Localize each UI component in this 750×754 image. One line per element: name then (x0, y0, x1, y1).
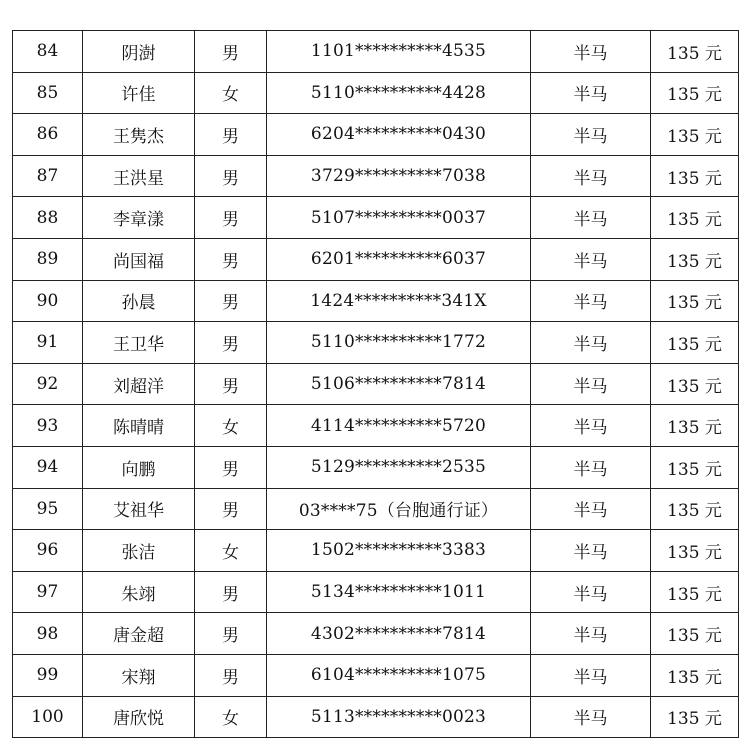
row-number: 87 (13, 155, 83, 197)
registration-table-body (13, 31, 739, 738)
row-number: 94 (13, 446, 83, 488)
table-row (13, 696, 739, 738)
event-type: 半马 (531, 405, 651, 447)
id-number: 1502**********3383 (267, 530, 531, 572)
event-type: 半马 (531, 238, 651, 280)
row-number: 92 (13, 363, 83, 405)
row-number: 89 (13, 238, 83, 280)
table-row (13, 654, 739, 696)
participant-name: 李章漾 (83, 197, 195, 239)
id-number: 6201**********6037 (267, 238, 531, 280)
participant-gender: 男 (195, 488, 267, 530)
entry-fee: 135 元 (651, 322, 739, 364)
row-number: 97 (13, 571, 83, 613)
id-number: 6204**********0430 (267, 114, 531, 156)
participant-name: 唐欣悦 (83, 696, 195, 738)
entry-fee: 135 元 (651, 72, 739, 114)
participant-name: 刘超洋 (83, 363, 195, 405)
entry-fee: 135 元 (651, 405, 739, 447)
row-number: 95 (13, 488, 83, 530)
entry-fee: 135 元 (651, 155, 739, 197)
entry-fee: 135 元 (651, 696, 739, 738)
id-number: 5129**********2535 (267, 446, 531, 488)
entry-fee: 135 元 (651, 31, 739, 73)
table-row (13, 72, 739, 114)
event-type: 半马 (531, 530, 651, 572)
table-row (13, 197, 739, 239)
id-number: 5134**********1011 (267, 571, 531, 613)
participant-name: 朱翊 (83, 571, 195, 613)
participant-gender: 男 (195, 31, 267, 73)
entry-fee: 135 元 (651, 530, 739, 572)
participant-gender: 男 (195, 571, 267, 613)
participant-name: 尚国福 (83, 238, 195, 280)
table-row (13, 238, 739, 280)
event-type: 半马 (531, 31, 651, 73)
row-number: 91 (13, 322, 83, 364)
event-type: 半马 (531, 446, 651, 488)
row-number: 88 (13, 197, 83, 239)
table-row (13, 322, 739, 364)
id-number: 5110**********4428 (267, 72, 531, 114)
table-row (13, 571, 739, 613)
entry-fee: 135 元 (651, 488, 739, 530)
id-number: 5113**********0023 (267, 696, 531, 738)
participant-gender: 男 (195, 322, 267, 364)
row-number: 93 (13, 405, 83, 447)
participant-gender: 男 (195, 155, 267, 197)
participant-name: 阴澍 (83, 31, 195, 73)
id-number: 03****75（台胞通行证） (267, 488, 531, 530)
id-number: 1424**********341X (267, 280, 531, 322)
registration-table (12, 30, 739, 738)
row-number: 85 (13, 72, 83, 114)
id-number: 5110**********1772 (267, 322, 531, 364)
event-type: 半马 (531, 114, 651, 156)
table-row (13, 155, 739, 197)
entry-fee: 135 元 (651, 654, 739, 696)
table-row (13, 280, 739, 322)
participant-gender: 女 (195, 405, 267, 447)
entry-fee: 135 元 (651, 114, 739, 156)
row-number: 98 (13, 613, 83, 655)
table-row (13, 31, 739, 73)
participant-gender: 男 (195, 446, 267, 488)
entry-fee: 135 元 (651, 238, 739, 280)
event-type: 半马 (531, 613, 651, 655)
row-number: 86 (13, 114, 83, 156)
participant-gender: 男 (195, 654, 267, 696)
id-number: 4114**********5720 (267, 405, 531, 447)
participant-name: 王洪星 (83, 155, 195, 197)
event-type: 半马 (531, 488, 651, 530)
id-number: 3729**********7038 (267, 155, 531, 197)
participant-name: 艾祖华 (83, 488, 195, 530)
entry-fee: 135 元 (651, 571, 739, 613)
event-type: 半马 (531, 322, 651, 364)
row-number: 84 (13, 31, 83, 73)
participant-name: 陈晴晴 (83, 405, 195, 447)
entry-fee: 135 元 (651, 280, 739, 322)
event-type: 半马 (531, 363, 651, 405)
participant-gender: 男 (195, 114, 267, 156)
row-number: 90 (13, 280, 83, 322)
participant-name: 王卫华 (83, 322, 195, 364)
table-row (13, 446, 739, 488)
participant-gender: 男 (195, 197, 267, 239)
id-number: 6104**********1075 (267, 654, 531, 696)
id-number: 5106**********7814 (267, 363, 531, 405)
entry-fee: 135 元 (651, 197, 739, 239)
participant-name: 宋翔 (83, 654, 195, 696)
table-row (13, 405, 739, 447)
event-type: 半马 (531, 197, 651, 239)
event-type: 半马 (531, 72, 651, 114)
entry-fee: 135 元 (651, 446, 739, 488)
table-row (13, 363, 739, 405)
id-number: 1101**********4535 (267, 31, 531, 73)
participant-gender: 男 (195, 238, 267, 280)
table-row (13, 114, 739, 156)
id-number: 5107**********0037 (267, 197, 531, 239)
event-type: 半马 (531, 654, 651, 696)
participant-gender: 男 (195, 363, 267, 405)
participant-name: 向鹏 (83, 446, 195, 488)
entry-fee: 135 元 (651, 363, 739, 405)
event-type: 半马 (531, 696, 651, 738)
participant-gender: 女 (195, 530, 267, 572)
event-type: 半马 (531, 155, 651, 197)
participant-name: 孙晨 (83, 280, 195, 322)
row-number: 96 (13, 530, 83, 572)
event-type: 半马 (531, 571, 651, 613)
row-number: 99 (13, 654, 83, 696)
participant-gender: 女 (195, 72, 267, 114)
event-type: 半马 (531, 280, 651, 322)
participant-name: 张洁 (83, 530, 195, 572)
participant-name: 王隽杰 (83, 114, 195, 156)
participant-gender: 女 (195, 696, 267, 738)
participant-gender: 男 (195, 280, 267, 322)
table-row (13, 488, 739, 530)
participant-gender: 男 (195, 613, 267, 655)
participant-name: 唐金超 (83, 613, 195, 655)
row-number: 100 (13, 696, 83, 738)
id-number: 4302**********7814 (267, 613, 531, 655)
table-row (13, 530, 739, 572)
entry-fee: 135 元 (651, 613, 739, 655)
table-row (13, 613, 739, 655)
participant-name: 许佳 (83, 72, 195, 114)
